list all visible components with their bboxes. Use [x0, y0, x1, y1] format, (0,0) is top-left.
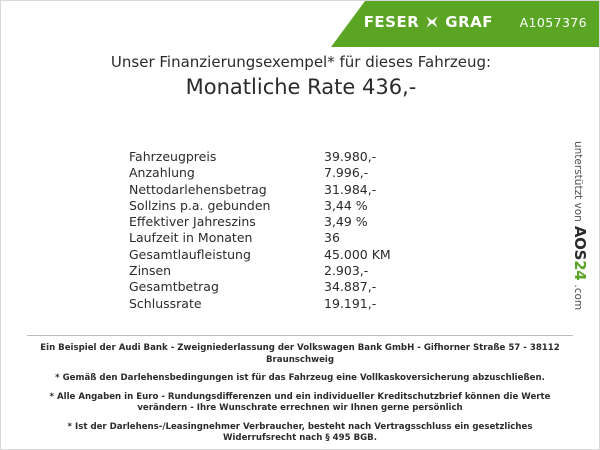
row-value: 34.887,- — [324, 279, 377, 295]
row-value: 7.996,- — [324, 165, 369, 181]
footnote-line: * Gemäß den Darlehensbedingungen ist für das Fahrzeug eine Vollkaskoversicherung abzuschließen. — [55, 373, 545, 383]
row-label: Gesamtlaufleistung — [129, 246, 251, 262]
row-value: 3,49 % — [324, 214, 368, 230]
table-row — [129, 182, 459, 198]
row-label: Effektiver Jahreszins — [129, 214, 256, 230]
x-cross-icon — [425, 15, 439, 29]
row-value: 19.191,- — [324, 295, 377, 311]
table-row — [129, 149, 459, 165]
page-header — [1, 1, 600, 47]
row-label: Sollzins p.a. gebunden — [129, 197, 271, 213]
row-value: 3,44 % — [324, 197, 368, 213]
row-value: 39.980,- — [324, 149, 377, 164]
divider — [27, 335, 573, 336]
page-subtitle: Unser Finanzierungsexempel* für dieses Fahrzeug: — [110, 53, 492, 71]
sponsor-domain: .com — [572, 284, 584, 311]
brand-logo — [364, 13, 493, 31]
row-label: Schlussrate — [129, 295, 202, 311]
table-row — [129, 165, 459, 181]
brand-name-left: FESER — [363, 13, 420, 31]
table-row — [129, 247, 459, 263]
table-row — [129, 214, 459, 230]
row-label: Anzahlung — [129, 165, 195, 181]
table-row — [129, 230, 459, 246]
sponsor-brand-suffix: 24 — [571, 260, 589, 281]
row-label: Laufzeit in Monaten — [129, 230, 253, 246]
offer-id: A1057376 — [519, 15, 587, 30]
row-value: 36 — [324, 230, 340, 246]
row-value: 31.984,- — [324, 181, 377, 197]
footnote-line: Ein Beispiel der Audi Bank - Zweigniederlassung der Volkswagen Bank GmbH - Gifhorner Straße 57 - 38112 Braunschweig — [40, 343, 560, 365]
row-label: Fahrzeugpreis — [129, 149, 217, 164]
table-row — [129, 279, 459, 295]
row-value: 2.903,- — [324, 263, 369, 279]
footnotes — [31, 343, 569, 450]
footnote-line: * Ist der Darlehens-/Leasingnehmer Verbraucher, besteht nach Vertragsschluss ein gesetzliches Widerrufsrecht nach § 495 BGB. — [67, 421, 533, 443]
footnote-line: * Alle Angaben in Euro - Rundungsdifferenzen und ein individueller Kreditschutzbrief können die Werte verändern - Ihre Wunschrate errechnen wir Ihnen gerne persönlich — [49, 391, 551, 413]
sponsor-prefix: unterstützt von — [572, 141, 584, 222]
table-row — [129, 263, 459, 279]
sponsor-brand — [571, 226, 589, 281]
row-label: Nettodarlehensbetrag — [129, 181, 267, 197]
page-title: Monatliche Rate 436,- — [185, 75, 417, 99]
row-value: 45.000 KM — [324, 246, 391, 262]
table-row — [129, 296, 459, 312]
title-block — [1, 53, 600, 99]
row-label: Gesamtbetrag — [129, 279, 219, 295]
sponsor-brand-text: AOS — [571, 225, 589, 261]
row-label: Zinsen — [129, 263, 172, 279]
table-row — [129, 198, 459, 214]
sponsor-side-note — [569, 141, 595, 331]
finance-table — [129, 149, 459, 312]
brand-name-right: GRAF — [445, 13, 493, 31]
